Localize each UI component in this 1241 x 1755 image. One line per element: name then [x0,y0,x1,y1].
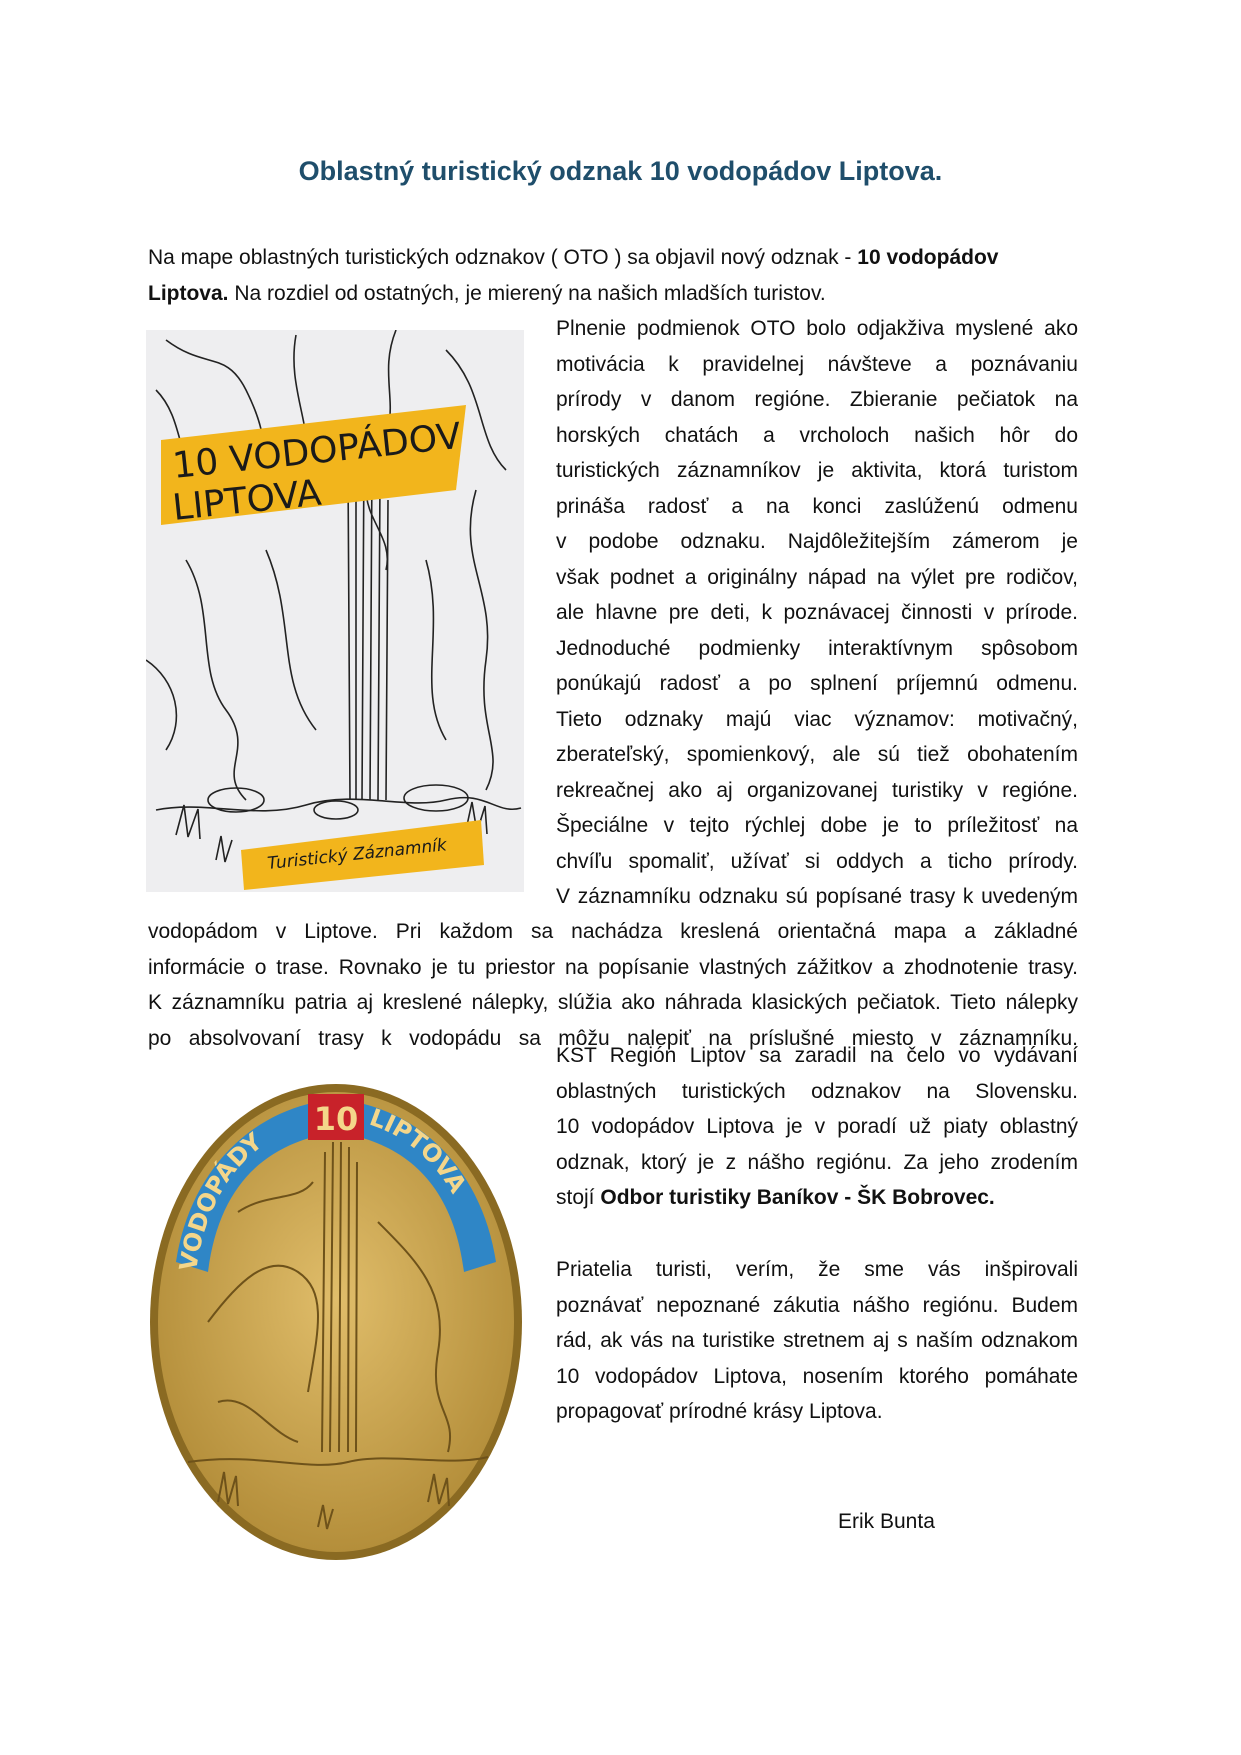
col1-line: motivácia k pravidelnej návšteve a poznávaniu [556,352,1078,376]
col2-line: odznak, ktorý je z nášho regiónu. Za jeho zrodením [556,1150,1078,1174]
col1-line: horských chatách a vrcholoch našich hôr do [556,423,1078,447]
paragraph-column-2 [556,1038,1078,1216]
intro-line-2: Liptova. Na rozdiel od ostatných, je mierený na našich mladších turistov. [148,281,826,305]
col1-line: chvíľu spomaliť, užívať si oddych a ticho prírody. [556,849,1078,873]
col1-line: ale hlavne pre deti, k poznávacej činnosti v prírode. [556,601,1078,624]
intro-line-1: Na mape oblastných turistických odznakov ( OTO ) sa objavil nový odznak - 10 vodopádov [148,246,999,269]
col1-line: ponúkajú radosť a po splnení príjemnú odmenu. [556,672,1078,695]
col2-line: KST Región Liptov sa zaradil na čelo vo vydávaní [556,1044,1078,1067]
col1-line: však podnet a originálny nápad na výlet pre rodičov, [556,565,1078,589]
booklet-cover-image [146,330,524,892]
full-line: vodopádom v Liptove. Pri každom sa nachádza kreslená orientačná mapa a základné [148,920,1078,943]
full-line: K záznamníku patria aj kreslené nálepky, slúžia ako náhrada klasických pečiatok. Tieto nálepky [148,991,1078,1014]
col3-line: poznávať nepoznané zákutia nášho regiónu. Budem [556,1293,1078,1317]
paragraph-column-1 [556,311,1078,915]
badge-right-text: LIPTOVA [366,1103,472,1198]
col3-line: rád, ak vás na turistike stretnem aj s naším odznakom [556,1329,1078,1352]
col3-line: 10 vodopádov Liptova, nosením ktorého pomáhate [556,1364,1078,1388]
col1-line: v podobe odznaku. Najdôležitejším zámerom je [556,530,1078,553]
signature: Erik Bunta [838,1510,935,1533]
cover-title-line-1: 10 VODOPÁDOV [170,415,464,487]
cover-title-line-2: LIPTOVA [170,472,324,529]
full-line: informácie o trase. Rovnako je tu priestor na popísanie vlastných zážitkov a zhodnotenie trasy. [148,955,1078,979]
cover-subtitle: Turistický Záznamník [266,835,448,874]
col1-line: Tieto odznaky majú viac významov: motivačný, [556,707,1078,731]
badge-left-text: VODOPÁDY [174,1127,268,1273]
col2-last-line: stojí Odbor turistiky Baníkov - ŠK Bobrovec. [556,1186,995,1209]
col3-last-line: propagovať prírodné krásy Liptova. [556,1400,883,1423]
col2-line: 10 vodopádov Liptova je v poradí už piaty oblastný [556,1115,1078,1138]
badge-number: 10 [313,1100,359,1138]
col1-line: V záznamníku odznaku sú popísané trasy k uvedeným [556,885,1078,908]
col1-line: prináša radosť a na konci zaslúženú odmenu [556,494,1078,518]
badge-image [148,1072,524,1564]
paragraph-column-3 [556,1252,1078,1430]
col1-line: zberateľský, spomienkový, ale sú tiež obohatením [556,743,1078,766]
badge-face [158,1092,514,1552]
col1-line: Špeciálne v tejto rýchlej dobe je to príležitosť na [556,814,1078,837]
col1-line: Jednoduché podmienky interaktívnym spôsobom [556,636,1078,660]
full-line: po absolvovaní trasy k vodopádu sa môžu nalepiť na príslušné miesto v záznamníku. [148,1026,1078,1050]
paragraph-full-width [148,914,1078,1056]
col3-line: Priatelia turisti, verím, že sme vás inšpirovali [556,1258,1078,1281]
col1-line: turistických záznamníkov je aktivita, ktorá turistom [556,459,1078,482]
col2-line: oblastných turistických odznakov na Slovensku. [556,1079,1078,1103]
col1-line: Plnenie podmienok OTO bolo odjakživa myslené ako [556,317,1078,340]
page-title: Oblastný turistický odznak 10 vodopádov Liptova. [298,156,943,186]
col1-line: rekreačnej ako aj organizovanej turistiky v regióne. [556,778,1078,802]
col1-line: prírody v danom regióne. Zbieranie pečiatok na [556,388,1078,411]
intro-paragraph [148,240,1078,311]
